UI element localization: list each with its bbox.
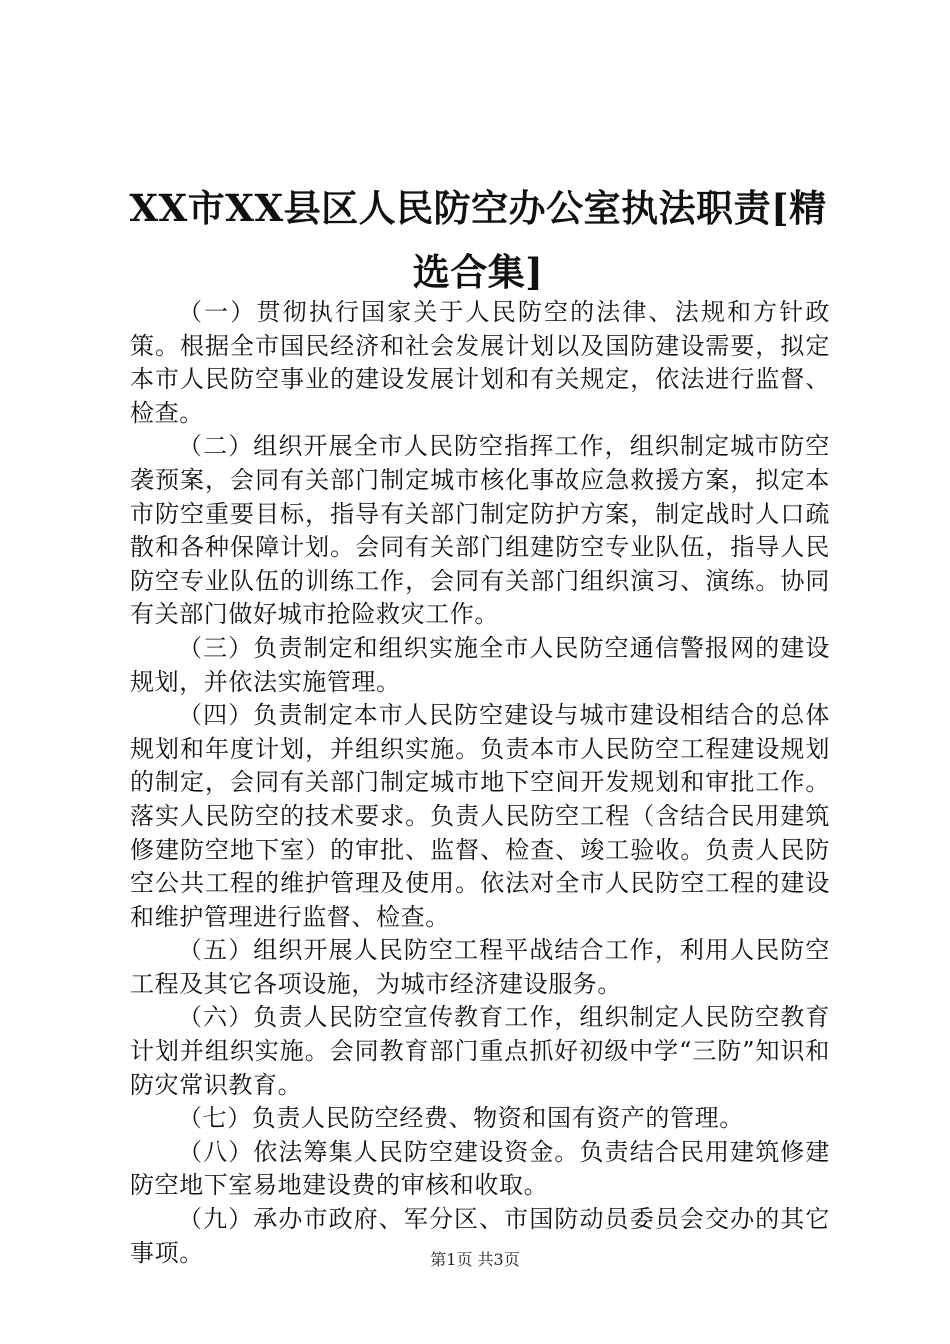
document-title: XX市XX县区人民防空办公室执法职责[精选合集]	[129, 186, 827, 294]
paragraph-1: （一）贯彻执行国家关于人民防空的法律、法规和方针政策。根据全市国民经济和社会发展计划以及国防建设需要，拟定本市人民防空事业的建设发展计划和有关规定，依法进行监督、检查。	[130, 298, 830, 427]
document-body	[130, 296, 830, 1270]
page-number-footer: 第1页 共3页	[430, 1250, 520, 1269]
paragraph-5: （五）组织开展人民防空工程平战结合工作，利用人民防空工程及其它各项设施，为城市经济建设服务。	[130, 936, 830, 998]
paragraph-8: （八）依法筹集人民防空建设资金。负责结合民用建筑修建防空地下室易地建设费的审核和收取。	[130, 1137, 830, 1200]
paragraph-9: （九）承办市政府、军分区、市国防动员委员会交办的其它事项。	[130, 1205, 830, 1267]
paragraph-4: （四）负责制定本市人民防空建设与城市建设相结合的总体规划和年度计划，并组织实施。负责本市人民防空工程建设规划的制定，会同有关部门制定城市地下空间开发规划和审批工作。落实人民防空的技术要求。负责人民防空工程（含结合民用建筑修建防空地下室）的审批、监督、检查、竣工验收。负责人民防空公共工程的维护管理及使用。依法对全市人民防空工程的建设和维护管理进行监督、检查。	[130, 701, 830, 931]
paragraph-7: （七）负责人民防空经费、物资和国有资产的管理。	[178, 1104, 744, 1133]
paragraph-3: （三）负责制定和组织实施全市人民防空通信警报网的建设规划，并依法实施管理。	[130, 633, 830, 696]
paragraph-6: （六）负责人民防空宣传教育工作，组织制定人民防空教育计划并组织实施。会同教育部门重点抓好初级中学“三防”知识和防灾常识教育。	[130, 1003, 830, 1099]
paragraph-2: （二）组织开展全市人民防空指挥工作，组织制定城市防空袭预案，会同有关部门制定城市核化事故应急救援方案，拟定本市防空重要目标，指导有关部门制定防护方案，制定战时人口疏散和各种保障计划。会同有关部门组建防空专业队伍，指导人民防空专业队伍的训练工作，会同有关部门组织演习、演练。协同有关部门做好城市抢险救灾工作。	[130, 432, 830, 629]
